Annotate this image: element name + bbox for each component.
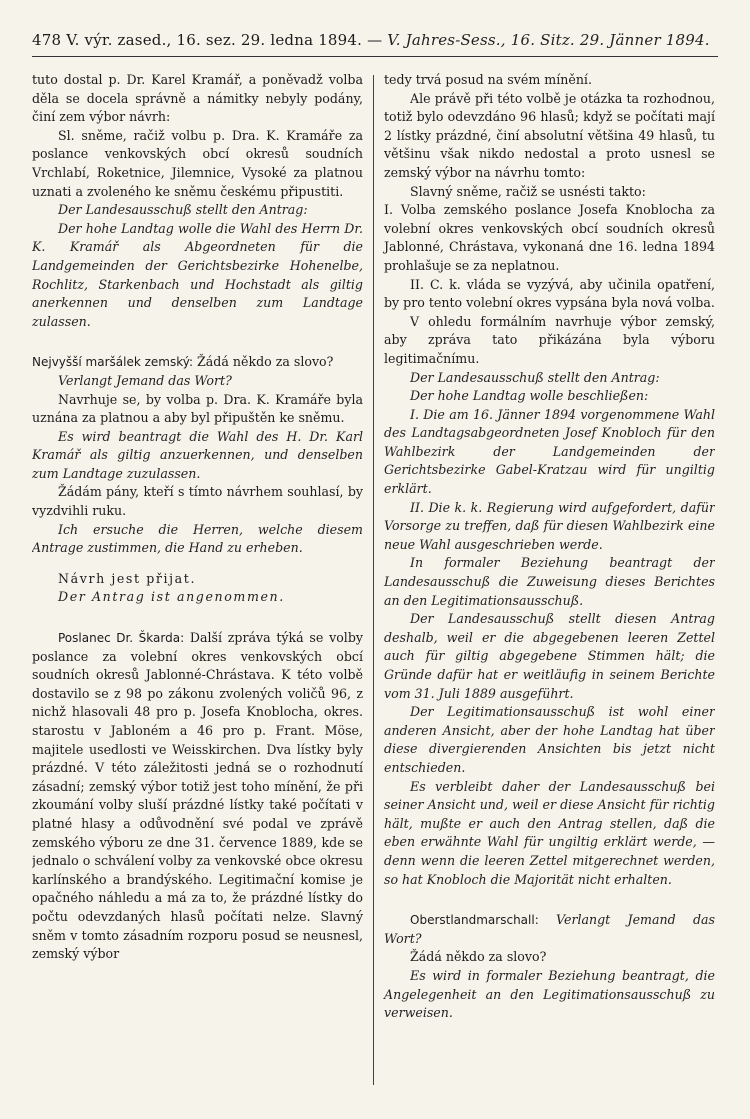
paragraph: Sl. sněme, račiž volbu p. Dra. K. Kramáře za poslance venkovských obcí okresů soudních Vrchlabí, Roketnice, Jilemnice, Vysoké za platnou uznati a zvoleného ke sněmu českému připustiti.	[32, 127, 363, 199]
paragraph: Žádám pány, kteří s tímto návrhem souhlasí, by vyzdvihli ruku.	[32, 484, 363, 519]
speech-paragraph	[32, 629, 363, 964]
two-column-body	[32, 71, 718, 1111]
header-czech: V. výr. zased., 16. sez. 29. ledna 1894.	[66, 31, 363, 49]
paragraph: Der hohe Landtag wolle die Wahl des Herrn Dr. K. Kramář als Abgeordneten für die Landgemeinden der Gerichtsbezirke Hohenelbe, Rochlitz, Starkenbach und Hochstadt als giltig anerkennen und denselben zum Landtage zulassen.	[32, 220, 363, 329]
paragraph: Ale právě při této volbě je otázka ta rozhodnou, totiž bylo odevzdáno 96 hlasů; když se počítati mají 2 lístky prázdné, činí absolutní většina 49 hlasů, tu většinu však nikdo nedostal a proto usnesl se zemský výbor na návrhu tomto:	[384, 90, 715, 180]
paragraph: Žádá někdo za slovo?	[410, 949, 547, 965]
speech-text: Žádá někdo za slovo?	[197, 354, 334, 370]
paragraph: Es verbleibt daher der Landesausschuß bei seiner Ansicht und, weil er diese Ansicht für richtig hält, mußte er auch den Antrag stellen, daß die eben erwähnte Wahl für ungiltig erklärt werde, — denn wenn die leeren Zettel mitgerechnet werden, so hat Knobloch die Majorität nicht erhalten.	[384, 778, 715, 887]
running-header	[32, 30, 718, 50]
speaker-name: Oberstlandmarschall:	[410, 913, 539, 928]
speech-paragraph	[32, 353, 363, 372]
paragraph: II. C. k. vláda se vyzývá, aby učinila opatření, by pro tento volební okres vypsána byla nová volba.	[384, 276, 715, 311]
paragraph: Navrhuje se, by volba p. Dra. K. Kramáře byla uznána za platnou a aby byl připuštěn ke sněmu.	[32, 391, 363, 426]
speaker-name: Nejvyšší maršálek zemský:	[32, 355, 194, 370]
paragraph: Der Landesausschuß stellt den Antrag:	[58, 202, 308, 218]
paragraph: Der Landesausschuß stellt diesen Antrag deshalb, weil er die abgegebenen leeren Zettel auch für giltig abgegebene Stimmen hält; die Gründe dafür hat er weitläufig in seinem Berichte vom 31. Juli 1889 ausgeführt.	[384, 611, 715, 701]
paragraph: tedy trvá posud na svém mínění.	[384, 72, 592, 87]
page-number: 478	[32, 31, 62, 49]
speech-text: Verlangt Jemand das Wort?	[384, 912, 715, 946]
paragraph: In formaler Beziehung beantragt der Landesausschuß die Zuweisung dieses Berichtes an den Legitimationsausschuß.	[384, 555, 715, 608]
paragraph: II. Die k. k. Regierung wird aufgefordert, dafür Vorsorge zu treffen, daß für diesen Wahlbezirk eine neue Wahl ausgeschrieben werde.	[384, 499, 715, 552]
paragraph: Der Antrag ist angenommen.	[58, 589, 285, 605]
paragraph: Verlangt Jemand das Wort?	[58, 372, 232, 388]
left-column	[32, 71, 373, 1111]
paragraph: Der hohe Landtag wolle beschließen:	[410, 388, 649, 404]
paragraph: Der Landesausschuß stellt den Antrag:	[410, 369, 660, 385]
paragraph: Návrh jest přijat.	[58, 570, 197, 586]
paragraph: Es wird in formaler Beziehung beantragt, die Angelegenheit an den Legitimationsausschuß zu verweisen.	[384, 967, 715, 1021]
right-column	[374, 71, 715, 1111]
paragraph: I. Die am 16. Jänner 1894 vorgenommene Wahl des Landtagsabgeordneten Josef Knobloch für den Wahlbezirk der Landgemeinden der Gerichtsbezirke Gabel-Kratzau wird für ungiltig erklärt.	[384, 406, 715, 497]
speech-paragraph	[384, 911, 715, 948]
paragraph: tuto dostal p. Dr. Karel Kramář, a poněvadž volba děla se docela správně a námitky nebyly podány, činí zem výbor návrh:	[32, 72, 363, 125]
header-rule	[32, 56, 718, 57]
paragraph: I. Volba zemského poslance Josefa Knoblocha za volební okres venkovských obcí soudních okresů Jablonné, Chrástava, vykonaná dne 16. ledna 1894 prohlašuje se za neplatnou.	[384, 202, 715, 273]
speaker-name: Poslanec Dr. Škarda:	[58, 631, 185, 646]
paragraph: Slavný sněme, račiž se usnésti takto:	[410, 183, 646, 199]
header-german: V. Jahres-Sess., 16. Sitz. 29. Jänner 1894.	[387, 31, 710, 49]
paragraph: V ohledu formálním navrhuje výbor zemský, aby zpráva tato přikázána byla výboru legitimačnímu.	[384, 313, 715, 366]
header-dash: —	[367, 31, 383, 49]
paragraph: Ich ersuche die Herren, welche diesem Antrage zustimmen, die Hand zu erheben.	[32, 521, 363, 556]
speech-text: Další zpráva týká se volby poslance za volební okres venkovských obcí soudních okresů Jablonné-Chrástava. K této volbě dostavilo se z 98 po zákonu zvolených voličů 96, z nichž hlasovali 48 pro p. Josefa Knoblocha, okres. starostu v Jabloném a 46 pro p. Frant. Möse, majitele usedlosti ve Weisskirchen. Dva lístky byly prázdné. V této záležitosti jedná se o rozhodnutí zásadní; zemský výbor totiž jest toho mínění, že při zkoumání volby sluší prázdné lístky také počítati v platné hlasy a odůvodnění své podal ve zprávě zemského výboru ze dne 31. července 1889, kde se jednalo o schválení volby za venkovské obce okresu karlínského a brandýského. Legitimační komise je opačného náhledu a má za to, že prázdné lístky do počtu odevzdaných hlasů počítati nelze. Slavný sněm v tomto zásadním rozporu posud se neusnesl, zemský výbor	[32, 630, 363, 962]
paragraph: Es wird beantragt die Wahl des H. Dr. Karl Kramář als giltig anzuerkennen, und denselben zum Landtage zuzulassen.	[32, 428, 363, 481]
paragraph: Der Legitimationsausschuß ist wohl einer anderen Ansicht, aber der hohe Landtag hat über diese divergierenden Ansichten bis jetzt nicht entschieden.	[384, 704, 715, 775]
